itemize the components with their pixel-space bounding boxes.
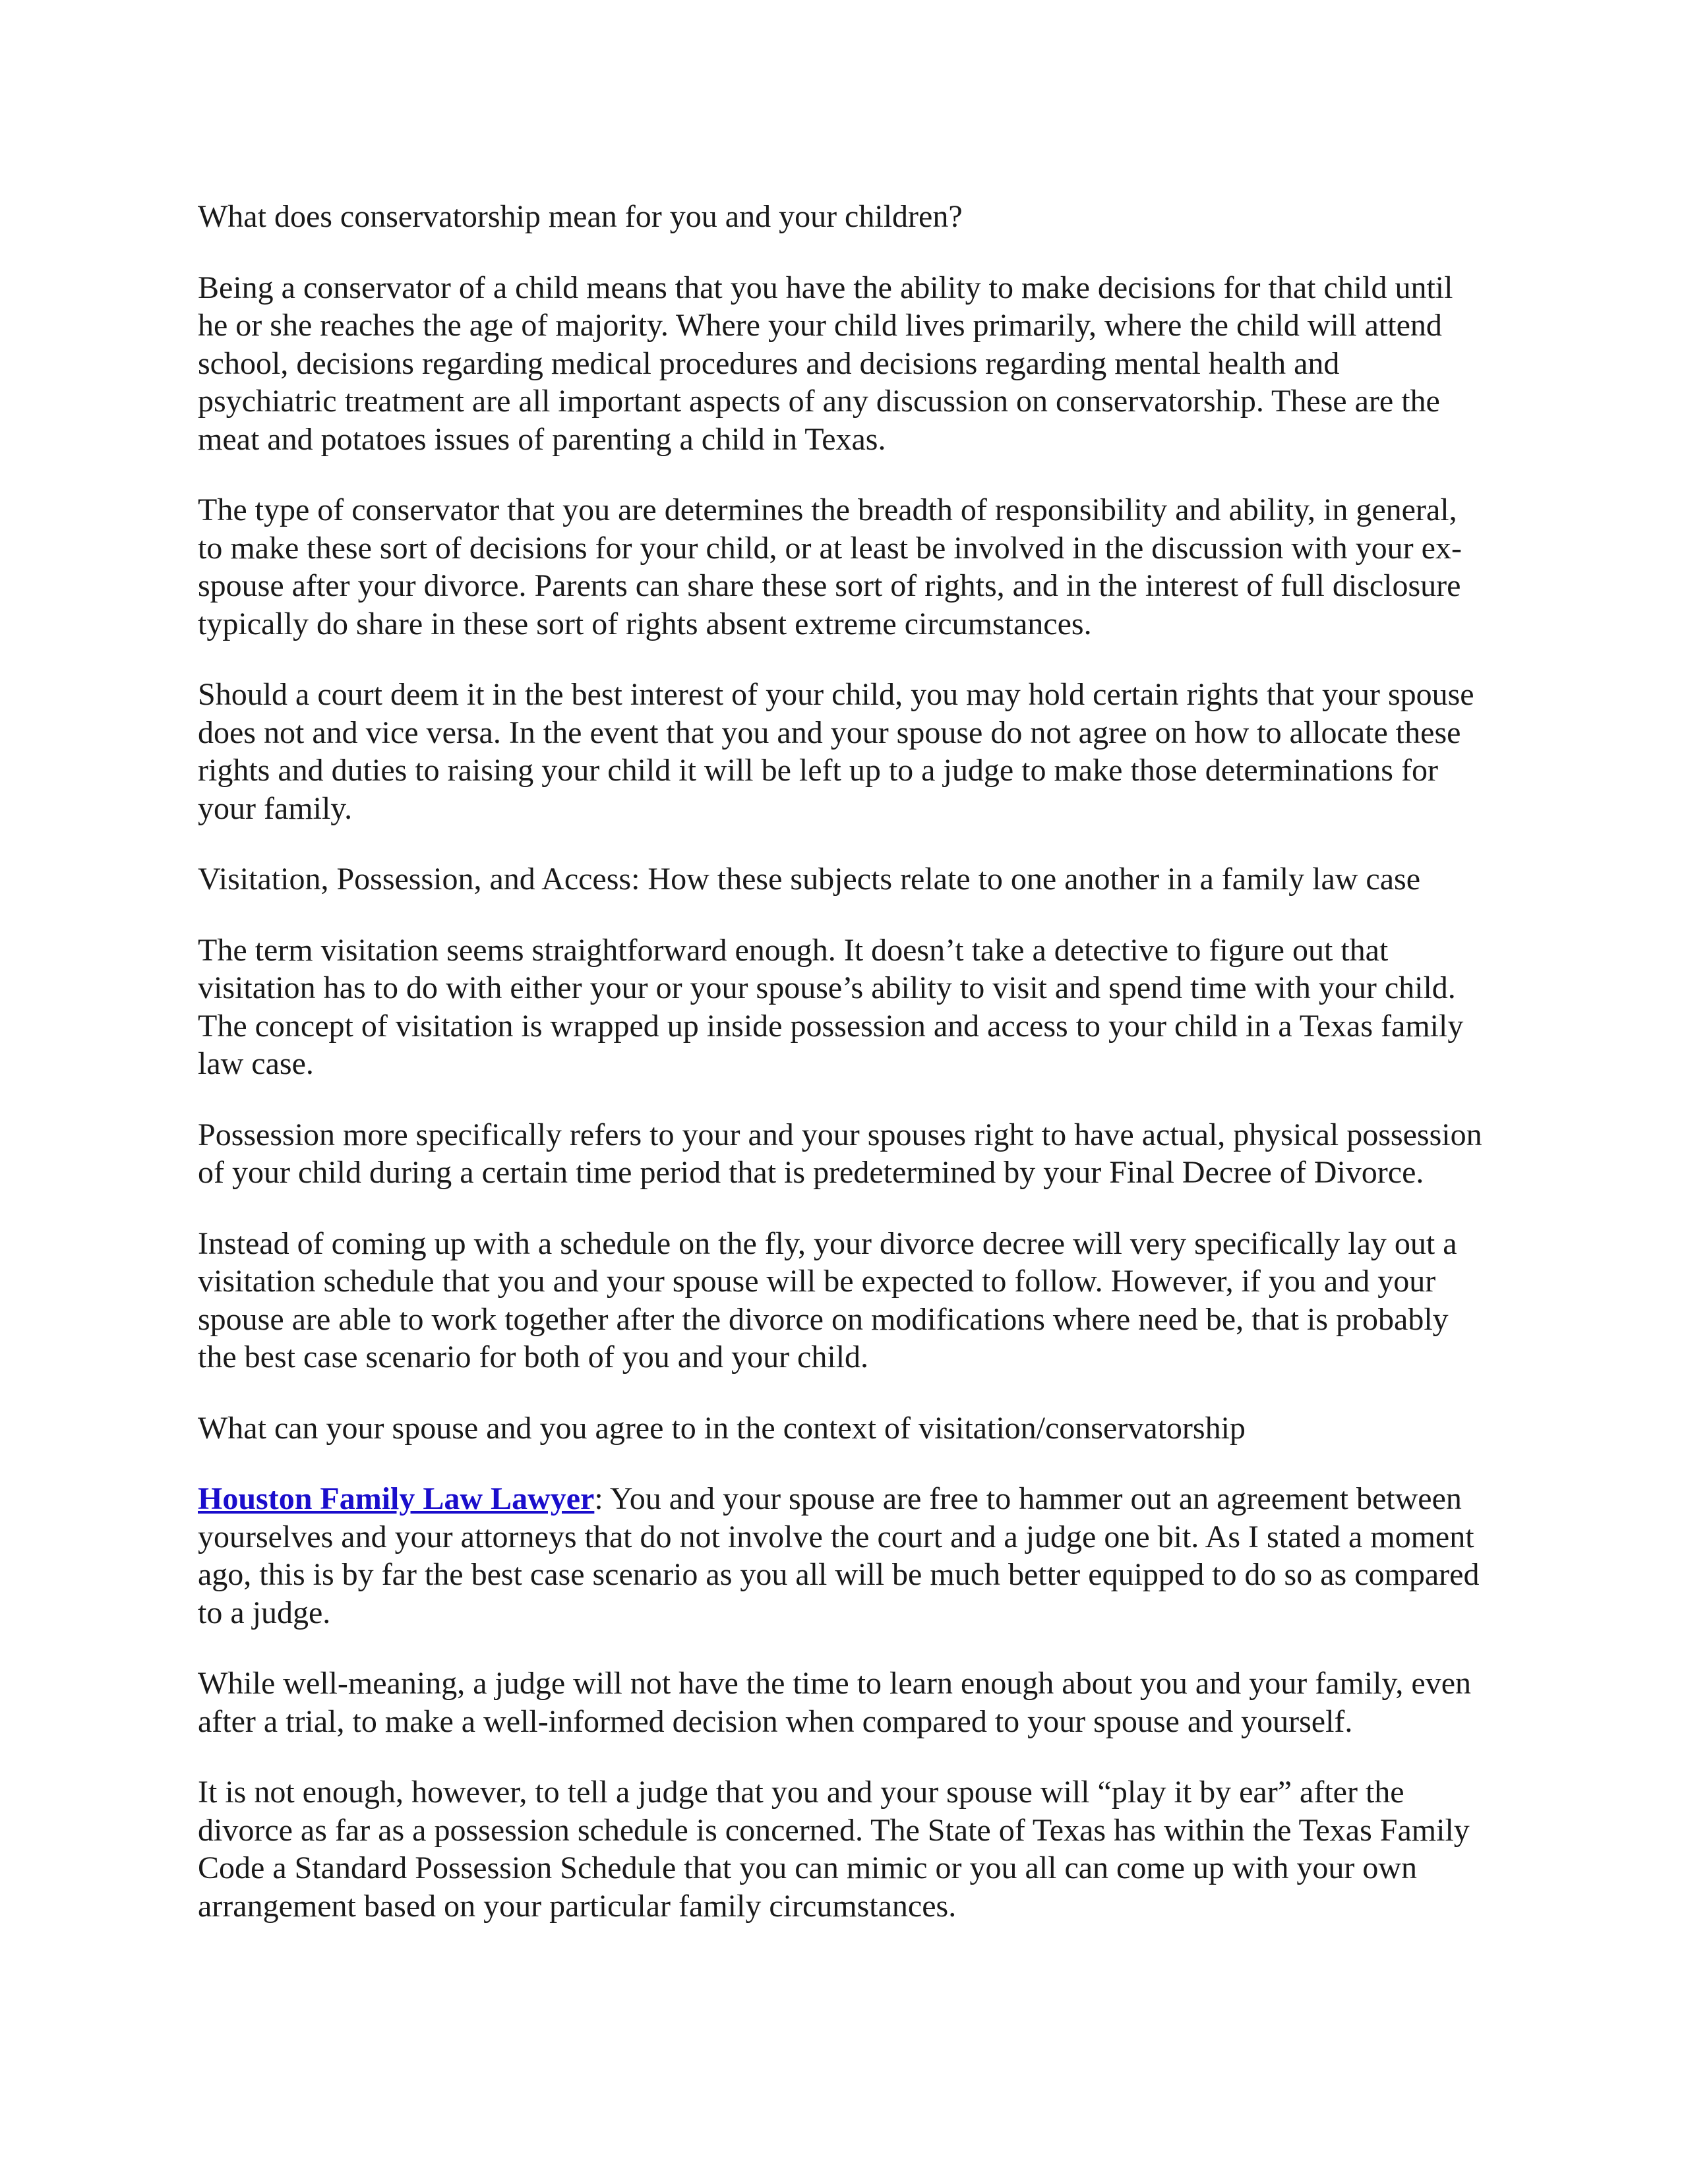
heading-conservatorship: What does conservatorship mean for you and your children?	[198, 199, 963, 234]
paragraph-conservator-type: The type of conservator that you are determines the breadth of responsibility and ability, in general, to make these sort of decisions for your child, or at least be involved in the discussion with your ex-spouse after your divorce. Parents can share these sort of rights, and in the interest of full disclosure typically do share in these sort of rights absent extreme circumstances.	[198, 492, 1462, 641]
paragraph-visitation-schedule: Instead of coming up with a schedule on the fly, your divorce decree will very specifically lay out a visitation schedule that you and your spouse will be expected to follow. However, if you and your spouse are able to work together after the divorce on modifications where need be, that is probably the best case scenario for both of you and your child.	[198, 1225, 1457, 1374]
paragraph-possession: Possession more specifically refers to your and your spouses right to have actual, physical possession of your child during a certain time period that is predetermined by your Final Decree of Divorce.	[198, 1117, 1482, 1190]
heading-agreement: What can your spouse and you agree to in the context of visitation/conservatorship	[198, 1410, 1246, 1446]
paragraph-standard-possession: It is not enough, however, to tell a judge that you and your spouse will “play it by ear” after the divorce as far as a possession schedule is concerned. The State of Texas has within the Texas Family Code a Standard Possession Schedule that you can mimic or you all can come up with your own arrangement based on your particular family circumstances.	[198, 1775, 1470, 1924]
paragraph-court-rights: Should a court deem it in the best interest of your child, you may hold certain rights that your spouse does not and vice versa. In the event that you and your spouse do not agree on how to allocate these rights and duties to raising your child it will be left up to a judge to make those determinations for your family.	[198, 677, 1474, 826]
document-page	[198, 198, 1484, 1958]
heading-visitation-possession-access: Visitation, Possession, and Access: How these subjects relate to one another in a family law case	[198, 862, 1420, 897]
houston-family-law-lawyer-link[interactable]: Houston Family Law Lawyer	[198, 1481, 595, 1516]
paragraph-judge-limits: While well-meaning, a judge will not have the time to learn enough about you and your family, even after a trial, to make a well-informed decision when compared to your spouse and yourself.	[198, 1666, 1471, 1739]
paragraph-lawyer-agreement-text: : You and your spouse are free to hammer out an agreement between yourselves and your attorneys that do not involve the court and a judge one bit. As I stated a moment ago, this is by far the best case scenario as you all will be much better equipped to do so as compared to a judge.	[198, 1481, 1480, 1630]
paragraph-lawyer-agreement	[198, 1480, 1484, 1632]
paragraph-visitation-term: The term visitation seems straightforward enough. It doesn’t take a detective to figure out that visitation has to do with either your or your spouse’s ability to visit and spend time with your child. The concept of visitation is wrapped up inside possession and access to your child in a Texas family law case.	[198, 932, 1464, 1081]
paragraph-conservator-definition: Being a conservator of a child means that you have the ability to make decisions for that child until he or she reaches the age of majority. Where your child lives primarily, where the child will attend school, decisions regarding medical procedures and decisions regarding mental health and psychiatric treatment are all important aspects of any discussion on conservatorship. These are the meat and potatoes issues of parenting a child in Texas.	[198, 270, 1453, 457]
